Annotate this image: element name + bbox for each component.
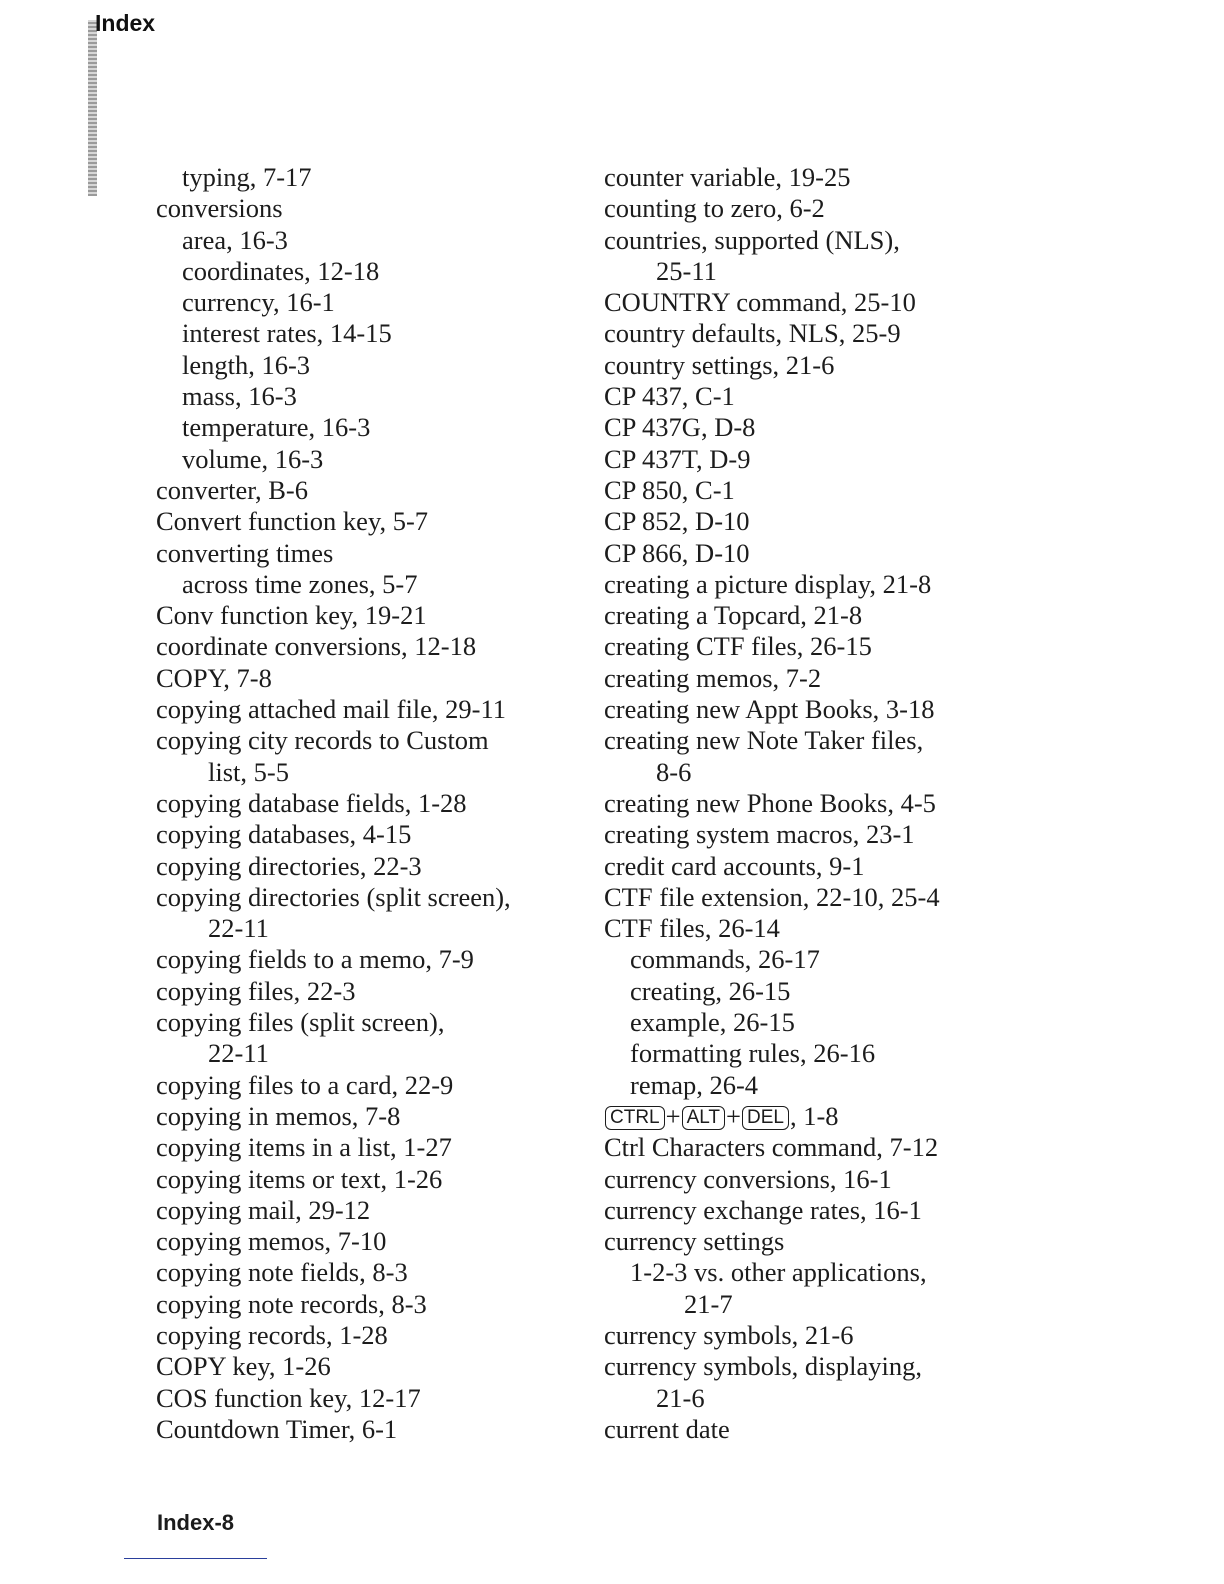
index-entry: coordinate conversions, 12-18 [156,631,477,662]
index-entry: copying records, 1-28 [156,1319,388,1350]
index-entry: copying directories (split screen), [156,881,511,912]
index-entry-continuation: 25-11 [656,255,717,286]
alt-key-icon: ALT [682,1106,725,1130]
index-entry: copying note records, 8-3 [156,1288,427,1319]
index-entry: copying fields to a memo, 7-9 [156,944,474,975]
index-entry: counting to zero, 6-2 [604,193,825,224]
index-subentry: example, 26-15 [630,1007,795,1038]
index-entry: creating new Phone Books, 4-5 [604,787,936,818]
index-subentry: currency, 16-1 [182,287,335,318]
index-column-right [604,162,1034,1445]
index-entry: copying files, 22-3 [156,975,356,1006]
index-entry: currency symbols, displaying, [604,1351,922,1382]
index-entry: credit card accounts, 9-1 [604,850,865,881]
index-entry: copying note fields, 8-3 [156,1257,408,1288]
index-subentry: remap, 26-4 [630,1069,759,1100]
index-entry: CP 437, C-1 [604,381,735,412]
index-entry: CP 437T, D-9 [604,443,751,474]
index-column-left [156,162,576,1445]
index-entry: currency exchange rates, 16-1 [604,1194,922,1225]
index-entry-continuation: 21-7 [684,1288,733,1319]
index-entry: creating new Appt Books, 3-18 [604,694,935,725]
index-entry: copying memos, 7-10 [156,1226,387,1257]
index-entry: country settings, 21-6 [604,349,835,380]
index-entry: creating a picture display, 21-8 [604,568,932,599]
index-entry-continuation: 22-11 [208,1038,269,1069]
index-entry: country defaults, NLS, 25-9 [604,318,901,349]
index-entry: countries, supported (NLS), [604,224,900,255]
page-number: Index-8 [157,1510,235,1535]
index-entry: creating a Topcard, 21-8 [604,600,863,631]
index-subentry: typing, 7-17 [182,162,312,192]
footer-rule [124,1558,267,1559]
index-entry: COPY, 7-8 [156,662,272,693]
index-subentry: commands, 26-17 [630,944,820,975]
index-subentry: area, 16-3 [182,224,288,255]
index-entry: CP 852, D-10 [604,506,750,537]
page-title: Index [95,10,156,36]
index-entry: converting times [156,537,334,568]
index-entry: COS function key, 12-17 [156,1382,421,1413]
index-entry: counter variable, 19-25 [604,162,851,192]
section-tab-marker [88,20,97,196]
index-entry: CTF files, 26-14 [604,913,780,944]
index-entry: currency settings [604,1226,785,1257]
index-entry: copying files to a card, 22-9 [156,1069,454,1100]
index-subentry: temperature, 16-3 [182,412,371,443]
index-entry: current date [604,1413,730,1444]
ctrl-key-icon: CTRL [605,1106,665,1130]
index-entry-continuation: 22-11 [208,913,269,944]
index-entry: creating system macros, 23-1 [604,819,915,850]
del-key-icon: DEL [742,1106,789,1130]
index-entry: copying databases, 4-15 [156,819,412,850]
index-entry: CTF file extension, 22-10, 25-4 [604,881,940,912]
index-entry: Countdown Timer, 6-1 [156,1413,398,1444]
index-entry: copying attached mail file, 29-11 [156,694,507,725]
index-subentry: formatting rules, 26-16 [630,1038,876,1069]
index-entry: currency symbols, 21-6 [604,1319,854,1350]
index-subentry: mass, 16-3 [182,381,297,412]
index-entry-continuation: 8-6 [656,756,692,787]
index-entry: copying files (split screen), [156,1007,445,1038]
index-entry: copying in memos, 7-8 [156,1100,401,1131]
index-subentry: creating, 26-15 [630,975,791,1006]
index-subentry: 1-2-3 vs. other applications, [630,1257,927,1288]
index-subentry: interest rates, 14-15 [182,318,392,349]
index-entry-continuation: 21-6 [656,1382,705,1413]
index-entry: COUNTRY command, 25-10 [604,287,916,318]
index-entry: copying items in a list, 1-27 [156,1132,452,1163]
index-entry: COPY key, 1-26 [156,1351,331,1382]
index-entry: copying items or text, 1-26 [156,1163,443,1194]
index-entry: copying directories, 22-3 [156,850,422,881]
index-entry: creating CTF files, 26-15 [604,631,872,662]
index-entry: CP 866, D-10 [604,537,750,568]
index-entry: copying mail, 29-12 [156,1194,371,1225]
index-subentry: coordinates, 12-18 [182,255,380,286]
index-subentry: across time zones, 5-7 [182,568,418,599]
index-entry: CP 850, C-1 [604,474,735,505]
index-entry: creating new Note Taker files, [604,725,924,756]
index-subentry: volume, 16-3 [182,443,324,474]
index-entry: Ctrl Characters command, 7-12 [604,1132,939,1163]
index-entry-continuation: list, 5-5 [208,756,289,787]
index-entry: Convert function key, 5-7 [156,506,429,537]
index-entry: currency conversions, 16-1 [604,1163,892,1194]
index-entry: Conv function key, 19-21 [156,600,427,631]
index-entry: CP 437G, D-8 [604,412,756,443]
index-entry: conversions [156,193,283,224]
index-entry: copying city records to Custom [156,725,489,756]
index-entry: converter, B-6 [156,474,308,505]
index-entry: copying database fields, 1-28 [156,787,467,818]
index-entry-key-combo: CTRL + ALT + DEL , 1-8 [604,1101,1034,1132]
index-subentry: length, 16-3 [182,349,311,380]
index-entry: creating memos, 7-2 [604,662,822,693]
